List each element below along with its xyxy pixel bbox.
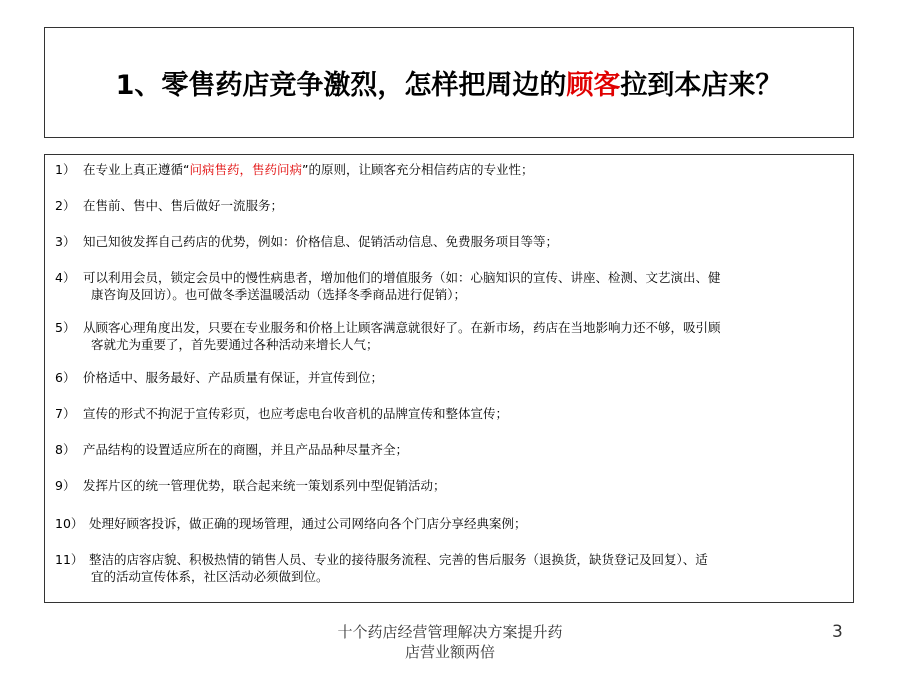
item-text-cont: 宜的活动宣传体系，社区活动必须做到位。 — [91, 569, 329, 584]
item-number: 6） — [55, 370, 76, 385]
list-item — [55, 233, 831, 250]
list-item — [55, 405, 831, 422]
item-text: 在售前、售中、售后做好一流服务； — [83, 198, 284, 213]
item-text-highlight: 问病售药，售药问病 — [189, 162, 302, 177]
item-number: 7） — [55, 406, 76, 421]
list-item — [55, 441, 831, 458]
item-number: 10） — [55, 516, 84, 531]
item-number: 11） — [55, 552, 84, 567]
item-text: 处理好顾客投诉，做正确的现场管理，通过公司网络向各个门店分享经典案例； — [89, 516, 527, 531]
footer-line: 十个药店经营管理解决方案提升药 — [337, 623, 563, 641]
title-highlight: 顾客 — [566, 70, 621, 101]
slide-title — [116, 63, 783, 102]
item-text: 宣传的形式不拘泥于宣传彩页，也应考虑电台收音机的品牌宣传和整体宣传； — [83, 406, 509, 421]
list-item — [55, 551, 831, 585]
content-box — [44, 154, 854, 603]
title-box — [44, 27, 854, 138]
item-text: 可以利用会员，锁定会员中的慢性病患者，增加他们的增值服务（如：心脑知识的宣传、讲座、检测、文艺演出、健 — [83, 270, 721, 285]
item-number: 5） — [55, 320, 76, 335]
item-text: 从顾客心理角度出发，只要在专业服务和价格上让顾客满意就很好了。在新市场，药店在当地影响力还不够，吸引顾 — [83, 320, 721, 335]
item-number: 2） — [55, 198, 76, 213]
item-text: 知己知彼发挥自己药店的优势，例如：价格信息、促销活动信息、免费服务项目等等； — [83, 234, 559, 249]
list-item — [55, 515, 831, 532]
list-item — [55, 161, 831, 178]
item-number: 8） — [55, 442, 76, 457]
item-text: 整洁的店容店貌、积极热情的销售人员、专业的接待服务流程、完善的售后服务（退换货，缺货登记及回复）、适 — [89, 552, 708, 567]
list-item — [55, 197, 831, 214]
list-item — [55, 477, 831, 494]
item-text-cont: 康咨询及回访）。也可做冬季送温暖活动（选择冬季商品进行促销）； — [91, 287, 467, 302]
list-item — [55, 369, 831, 386]
footer-line: 店营业额两倍 — [404, 643, 495, 661]
footer-caption — [300, 622, 600, 662]
item-number: 3） — [55, 234, 76, 249]
item-text-pre: 在专业上真正遵循“ — [83, 162, 190, 177]
page-number: 3 — [832, 622, 843, 642]
item-number: 4） — [55, 270, 76, 285]
item-text: 产品结构的设置适应所在的商圈，并且产品品种尽量齐全； — [83, 442, 409, 457]
list-item — [55, 269, 831, 303]
list-item — [55, 319, 831, 353]
item-number: 9） — [55, 478, 76, 493]
title-before: 1、零售药店竞争激烈，怎样把周边的 — [115, 70, 567, 101]
item-text: 发挥片区的统一管理优势，联合起来统一策划系列中型促销活动； — [83, 478, 446, 493]
item-number: 1） — [55, 162, 76, 177]
item-text: 价格适中、服务最好、产品质量有保证，并宣传到位； — [83, 370, 384, 385]
item-text-cont: 客就尤为重要了，首先要通过各种活动来增长人气； — [91, 337, 379, 352]
item-text-post: ”的原则，让顾客充分相信药店的专业性； — [302, 162, 534, 177]
title-after: 拉到本店来？ — [620, 70, 783, 101]
